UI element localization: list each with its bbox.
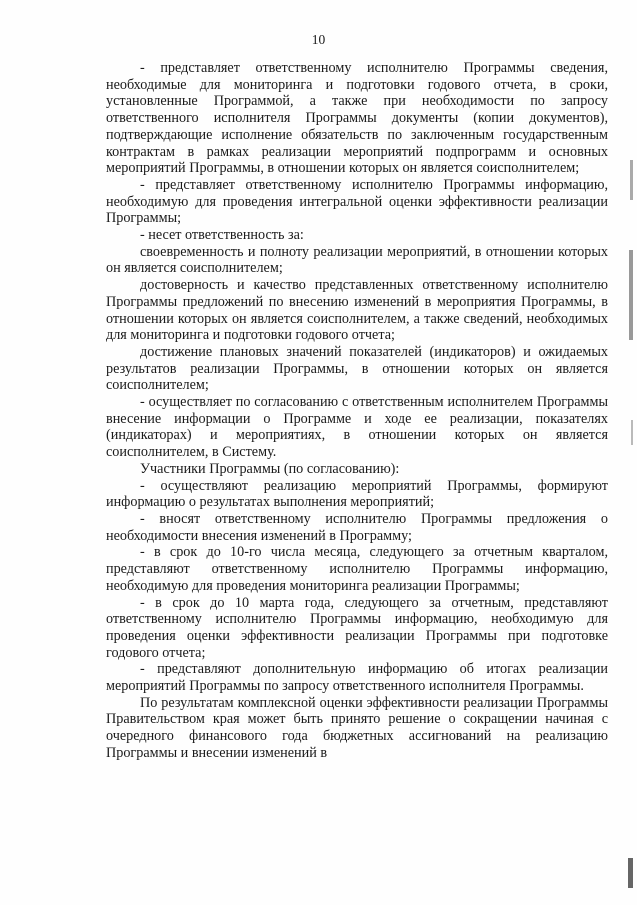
scan-edge-mark bbox=[630, 160, 633, 200]
paragraph: - несет ответственность за: bbox=[140, 227, 304, 244]
scan-edge-mark bbox=[631, 420, 633, 445]
paragraph: - в срок до 10 марта года, следующего за отчетным, представляют ответственному исполнителю Программы информацию, необходимую для проведения оценки эффективности реализации Программы при подготовке годового отчета; bbox=[106, 594, 608, 661]
paragraph: достоверность и качество представленных ответственному исполнителю Программы предложений по внесению изменений в мероприятия Программы, в отношении которых он является соисполнителем, а также сведений, необходимых для мониторинга и подготовки годового отчета; bbox=[106, 277, 608, 344]
paragraph: - представляет ответственному исполнителю Программы информацию, необходимую для проведения интегральной оценки эффективности реализации Программы; bbox=[106, 176, 608, 227]
document-body bbox=[106, 60, 608, 762]
paragraph: достижение плановых значений показателей (индикаторов) и ожидаемых результатов реализации Программы, в отношении которых он является соисполнителем; bbox=[106, 343, 608, 394]
page-number: 10 bbox=[311, 32, 326, 47]
paragraph: - осуществляют реализацию мероприятий Программы, формируют информацию о результатах выполнения мероприятий; bbox=[106, 477, 608, 511]
scan-edge-mark bbox=[628, 858, 633, 888]
paragraph: - осуществляет по согласованию с ответственным исполнителем Программы внесение информации о Программе и ходе ее реализации, показателях (индикаторах) и мероприятиях, в отношении которых он является соисполнителем, в Систему. bbox=[106, 394, 608, 461]
paragraph: - представляют дополнительную информацию об итогах реализации мероприятий Программы по запросу ответственного исполнителя Программы. bbox=[106, 661, 608, 695]
paragraph: - представляет ответственному исполнителю Программы сведения, необходимые для мониторинга и подготовки годового отчета, в сроки, установленные Программой, а также при необходимости по запросу ответственного исполнителя Программы документы (копии документов), подтверждающие исполнение обязательств по заключенным государственным контрактам в рамках реализации мероприятий подпрограмм и основных мероприятий Программы, в отношении которых он является соисполнителем; bbox=[106, 60, 608, 177]
paragraph: своевременность и полноту реализации мероприятий, в отношении которых он является соисполнителем; bbox=[106, 243, 608, 277]
paragraph: Участники Программы (по согласованию): bbox=[140, 460, 400, 477]
paragraph: - вносят ответственному исполнителю Программы предложения о необходимости внесения изменений в Программу; bbox=[106, 510, 608, 544]
scan-edge-mark bbox=[629, 250, 633, 340]
paragraph: - в срок до 10-го числа месяца, следующего за отчетным кварталом, представляют ответственному исполнителю Программы информацию, необходимую для проведения мониторинга реализации Программы; bbox=[106, 544, 608, 594]
paragraph: По результатам комплексной оценки эффективности реализации Программы Правительством края может быть принято решение о сокращении начиная с очередного финансового года бюджетных ассигнований на реализацию Программы и внесении изменений в bbox=[106, 694, 608, 761]
